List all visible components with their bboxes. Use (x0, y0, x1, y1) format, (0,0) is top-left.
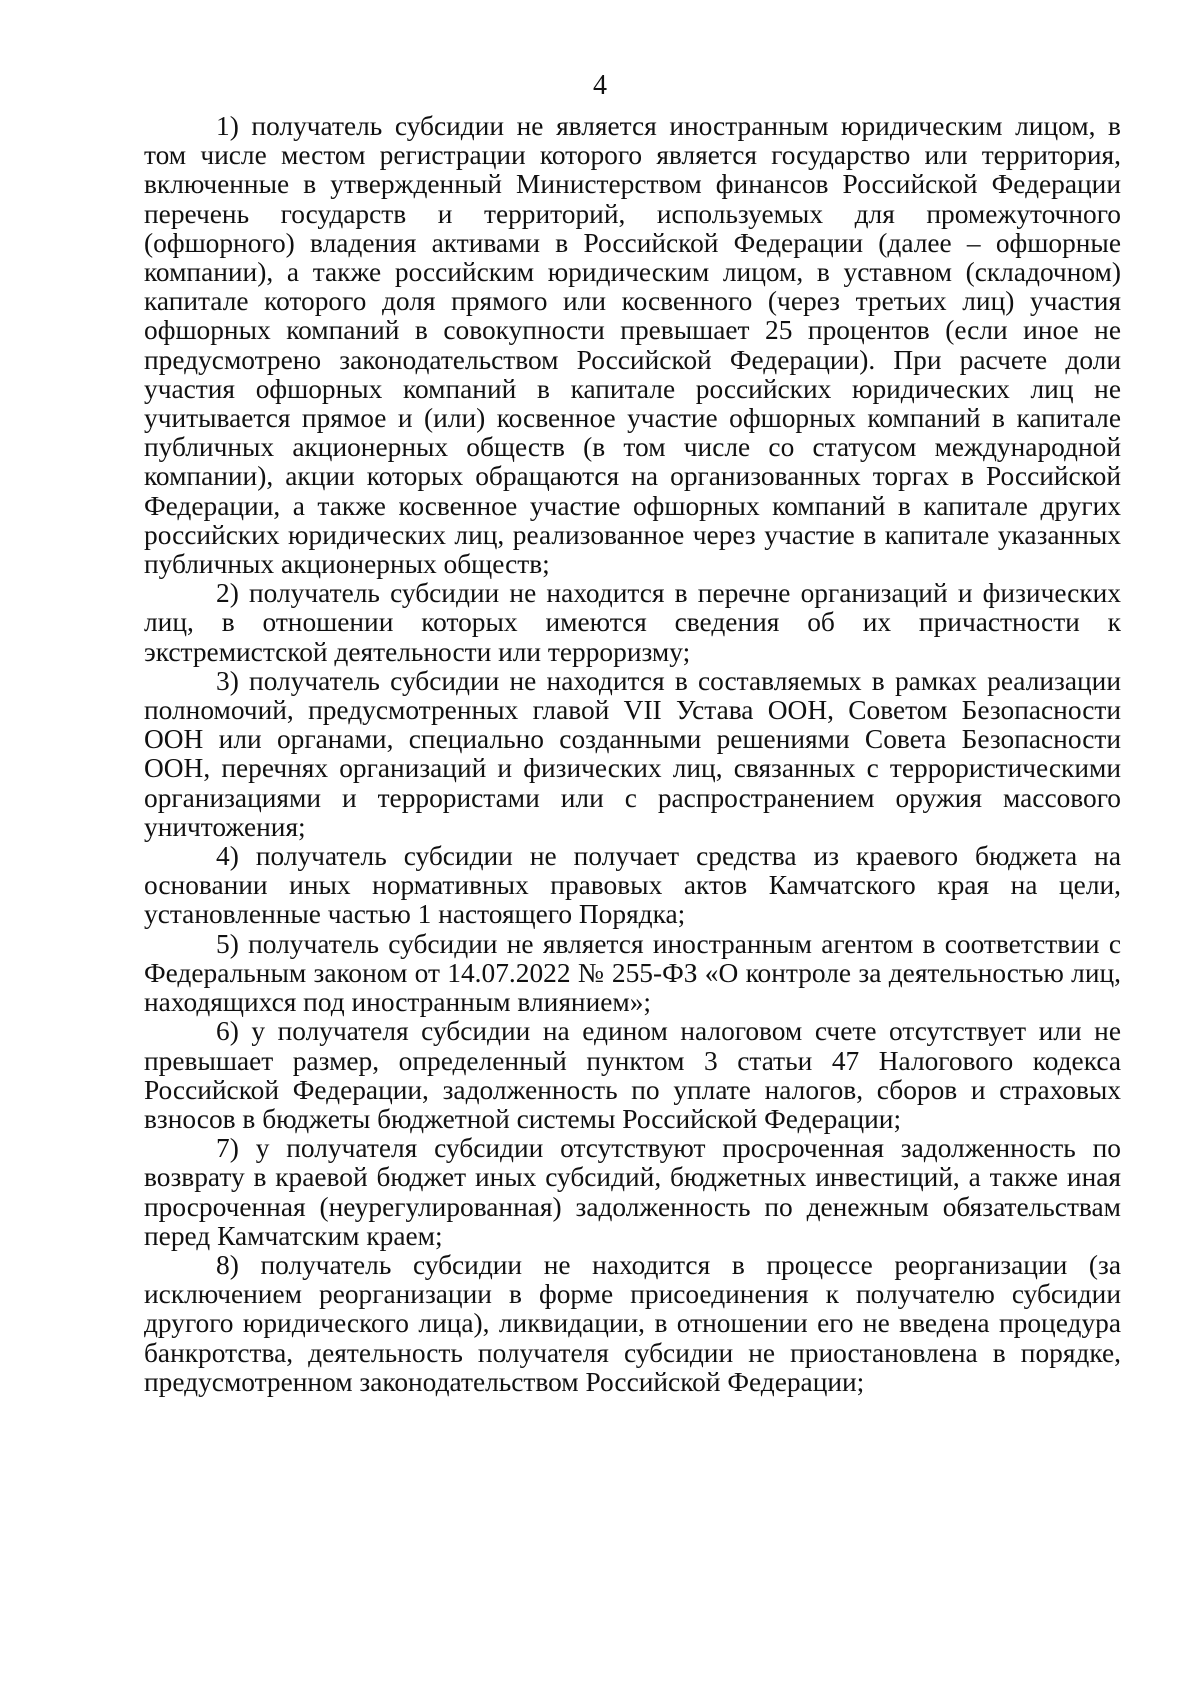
paragraph-item-1: 1) получатель субсидии не является иностранным юридическим лицом, в том числе местом регистрации которого является государство или территория, включенные в утвержденный Министерством финансов Российской Федерации перечень государств и территорий, используемых для промежуточного (офшорного) владения активами в Российской Федерации (далее – офшорные компании), а также российским юридическим лицом, в уставном (складочном) капитале которого доля прямого или косвенного (через третьих лиц) участия офшорных компаний в совокупности превышает 25 процентов (если иное не предусмотрено законодательством Российской Федерации). При расчете доли участия офшорных компаний в капитале российских юридических лиц не учитывается прямое и (или) косвенное участие офшорных компаний в капитале публичных акционерных обществ (в том числе со статусом международной компании), акции которых обращаются на организованных торгах в Российской Федерации, а также косвенное участие офшорных компаний в капитале других российских юридических лиц, реализованное через участие в капитале указанных публичных акционерных обществ; (144, 111, 1121, 580)
paragraph-item-7: 7) у получателя субсидии отсутствуют просроченная задолженность по возврату в краевой бюджет иных субсидий, бюджетных инвестиций, а также иная просроченная (неурегулированная) задолженность по денежным обязательствам перед Камчатским краем; (144, 1133, 1121, 1251)
document-body (144, 112, 1121, 1397)
paragraph-item-5: 5) получатель субсидии не является иностранным агентом в соответствии с Федеральным законом от 14.07.2022 № 255-ФЗ «О контроле за деятельностью лиц, находящихся под иностранным влиянием»; (144, 928, 1121, 1018)
paragraph-item-2: 2) получатель субсидии не находится в перечне организаций и физических лиц, в отношении которых имеются сведения об их причастности к экстремистской деятельности или терроризму; (144, 578, 1121, 667)
paragraph-item-6: 6) у получателя субсидии на едином налоговом счете отсутствует или не превышает размер, определенный пунктом 3 статьи 47 Налогового кодекса Российской Федерации, задолженность по уплате налогов, сборов и страховых взносов в бюджеты бюджетной системы Российской Федерации; (144, 1016, 1121, 1134)
page-number: 4 (593, 70, 607, 101)
paragraph-item-8: 8) получатель субсидии не находится в процессе реорганизации (за исключением реорганизации в форме присоединения к получателю субсидии другого юридического лица), ликвидации, в отношении его не введена процедура банкротства, деятельность получателя субсидии не приостановлена в порядке, предусмотренном законодательством Российской Федерации; (144, 1249, 1121, 1397)
paragraph-item-3: 3) получатель субсидии не находится в составляемых в рамках реализации полномочий, предусмотренных главой VII Устава ООН, Советом Безопасности ООН или органами, специально созданными решениями Совета Безопасности ООН, перечнях организаций и физических лиц, связанных с террористическими организациями и террористами или с распространением оружия массового уничтожения; (144, 665, 1121, 842)
paragraph-item-4: 4) получатель субсидии не получает средства из краевого бюджета на основании иных нормативных правовых актов Камчатского края на цели, установленные частью 1 настоящего Порядка; (144, 841, 1121, 930)
